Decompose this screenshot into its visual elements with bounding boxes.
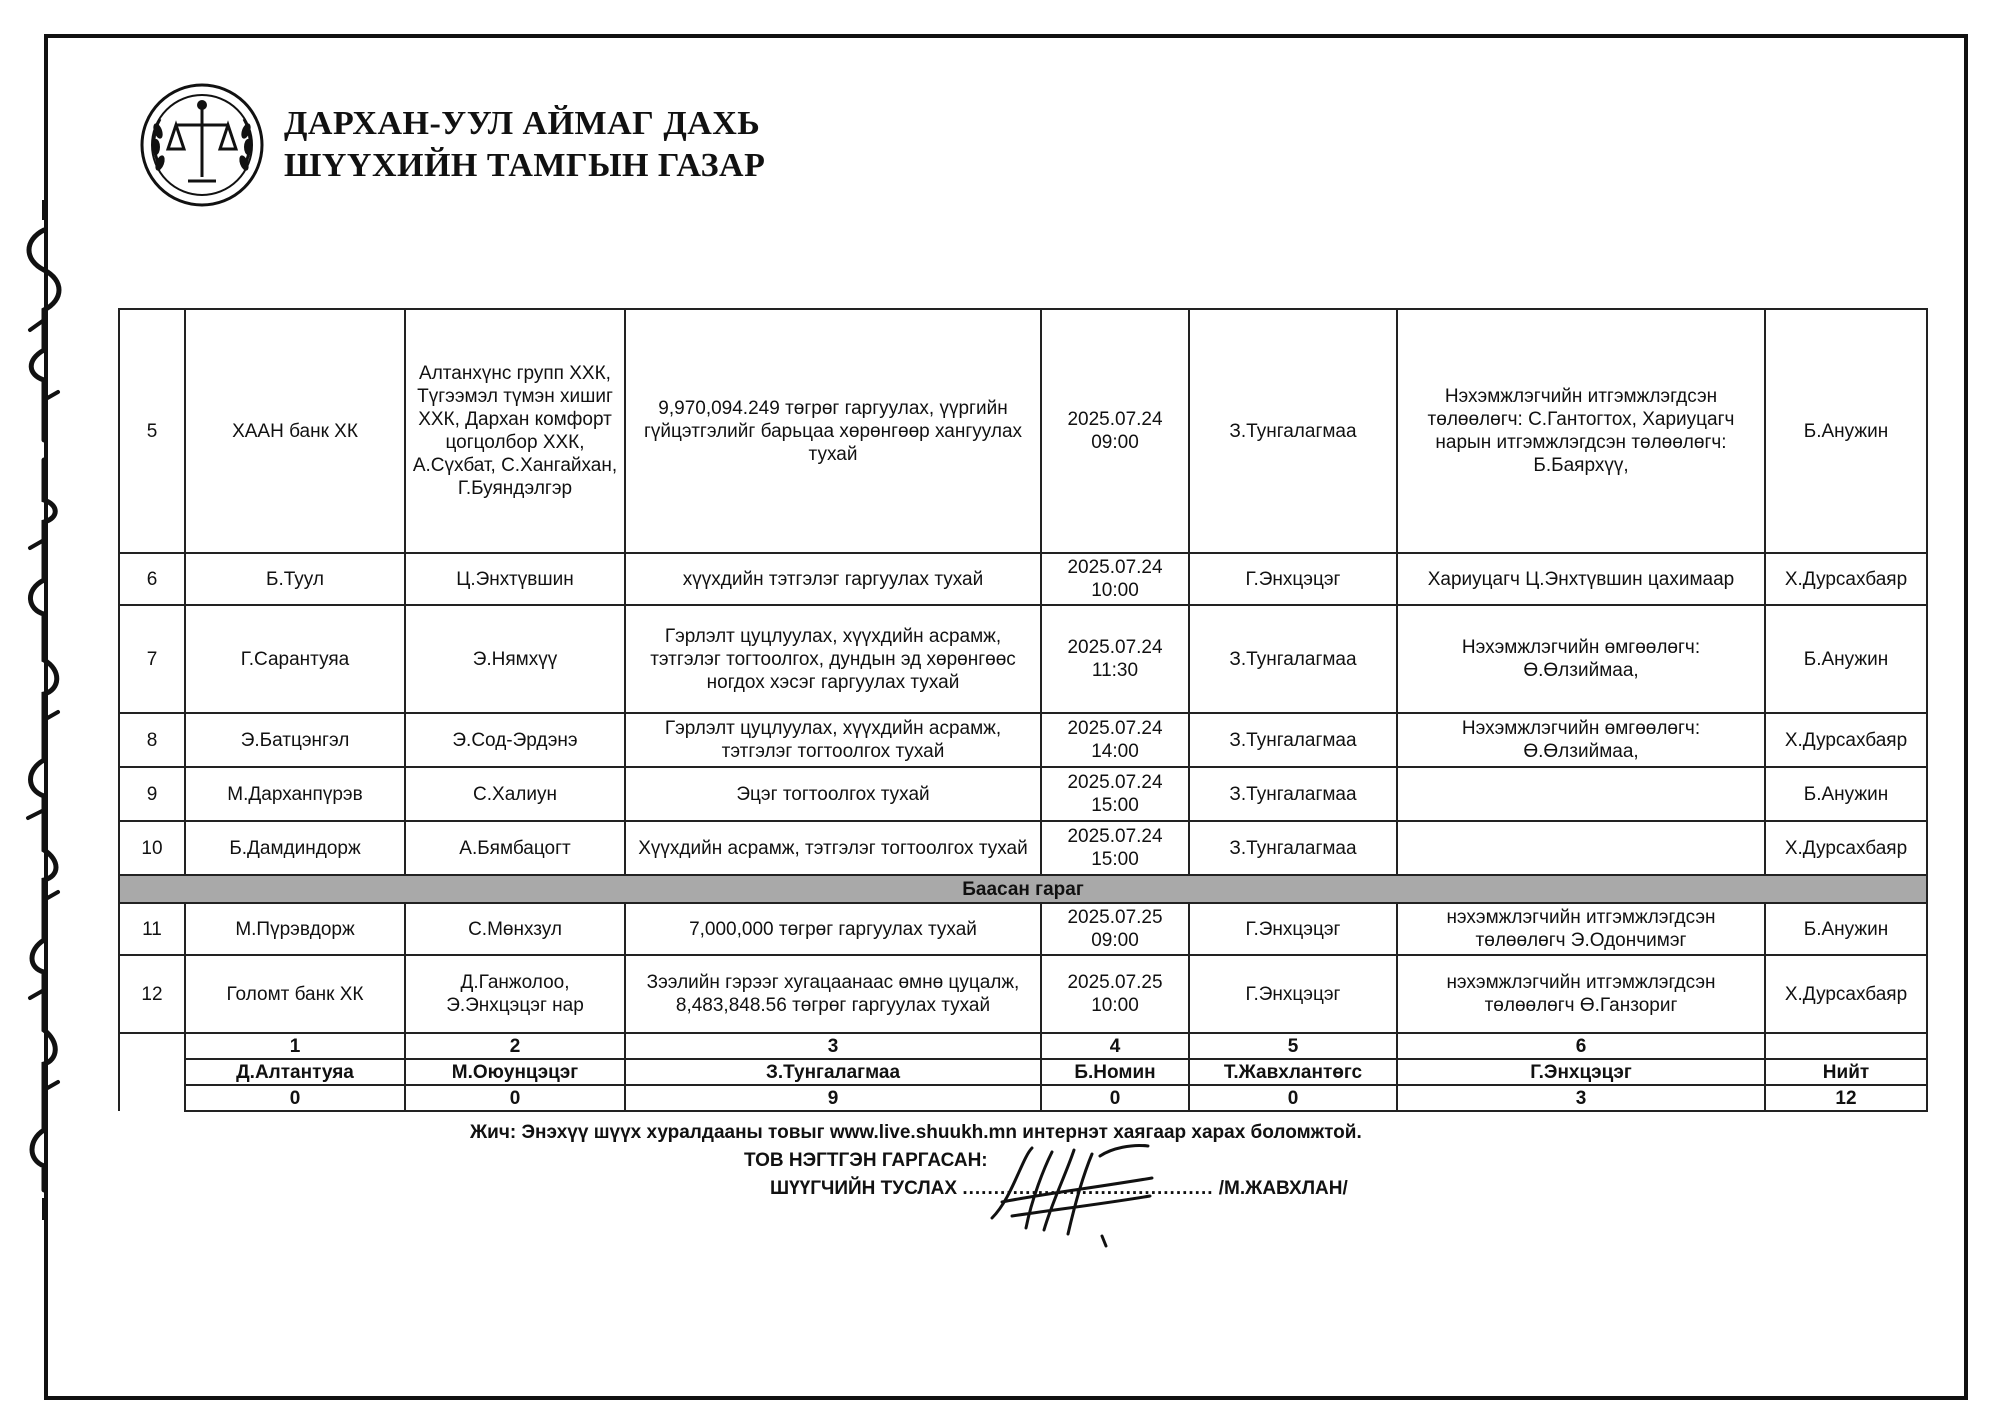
hearing-date: 2025.07.24 [1067, 557, 1163, 578]
summary-counts-cell: 0 [185, 1085, 405, 1111]
participants [1397, 767, 1765, 821]
hearing-time: 09:00 [1091, 432, 1139, 453]
hearing-time: 09:00 [1091, 930, 1139, 951]
plaintiff: Голомт банк ХК [185, 955, 405, 1033]
clerk: Х.Дурсахбаяр [1765, 553, 1927, 605]
participants: Нэхэмжлэгчийн өмгөөлөгч: Ө.Өлзиймаа, [1397, 713, 1765, 767]
case-subject: Эцэг тогтоолгох тухай [625, 767, 1041, 821]
handwritten-signature-icon [982, 1138, 1162, 1248]
case-subject: 7,000,000 төгрөг гаргуулах тухай [625, 903, 1041, 955]
participants: нэхэмжлэгчийн итгэмжлэгдсэн төлөөлөгч Ө.Ганзориг [1397, 955, 1765, 1033]
hearing-schedule-table [118, 308, 1928, 1112]
defendant: Ц.Энхтүвшин [405, 553, 625, 605]
summary-numbers-cell: 5 [1189, 1033, 1397, 1059]
defendant: С.Мөнхзул [405, 903, 625, 955]
hearing-time: 15:00 [1091, 849, 1139, 870]
hearing-time: 10:00 [1091, 995, 1139, 1016]
mongolian-script-vertical-text-icon [14, 200, 74, 1220]
hearing-datetime [1041, 553, 1189, 605]
participants: Нэхэмжлэгчийн итгэмжлэгдсэн төлөөлөгч: С.Гантогтох, Хариуцагч нарын итгэмжлэгдсэн төлөөлөгч: Б.Баярхүү, [1397, 309, 1765, 553]
table-row [119, 605, 1927, 713]
hearing-datetime [1041, 309, 1189, 553]
summary-numbers-cell: 1 [185, 1033, 405, 1059]
defendant: Э.Сод-Эрдэнэ [405, 713, 625, 767]
plaintiff: Б.Дамдиндорж [185, 821, 405, 875]
clerk: Б.Анужин [1765, 903, 1927, 955]
day-label: Баасан гараг [119, 875, 1927, 903]
hearing-date: 2025.07.24 [1067, 772, 1163, 793]
summary-counts-cell: 3 [1397, 1085, 1765, 1111]
defendant: С.Халиун [405, 767, 625, 821]
org-title-line2: ШҮҮХИЙН ТАМГЫН ГАЗАР [284, 147, 766, 184]
header [138, 80, 765, 210]
hearing-datetime [1041, 821, 1189, 875]
summary-judges-cell: Д.Алтантуяа [185, 1059, 405, 1085]
hearing-time: 14:00 [1091, 741, 1139, 762]
summary-blank [119, 1085, 185, 1111]
table-row [119, 767, 1927, 821]
case-number: 8 [119, 713, 185, 767]
summary-numbers-cell: 4 [1041, 1033, 1189, 1059]
hearing-datetime [1041, 955, 1189, 1033]
case-number: 11 [119, 903, 185, 955]
participants: Хариуцагч Ц.Энхтүвшин цахимаар [1397, 553, 1765, 605]
clerk: Х.Дурсахбаяр [1765, 713, 1927, 767]
hearing-date: 2025.07.24 [1067, 826, 1163, 847]
clerk: Х.Дурсахбаяр [1765, 821, 1927, 875]
judge: З.Тунгалагмаа [1189, 821, 1397, 875]
court-scales-emblem-icon [138, 81, 266, 209]
participants: нэхэмжлэгчийн итгэмжлэгдсэн төлөөлөгч Э.Одончимэг [1397, 903, 1765, 955]
judge: З.Тунгалагмаа [1189, 713, 1397, 767]
summary-judges-cell: Г.Энхцэцэг [1397, 1059, 1765, 1085]
assistant-name: /М.ЖАВХЛАН/ [1218, 1178, 1348, 1199]
footnote: Жич: Энэхүү шүүх хуралдааны товыг www.live.shuukh.mn интернэт хаягаар харах боломжтой. [470, 1122, 1362, 1143]
defendant: А.Бямбацогт [405, 821, 625, 875]
case-subject: Зээлийн гэрээг хугацаанаас өмнө цуцалж, 8,483,848.56 төгрөг гаргуулах тухай [625, 955, 1041, 1033]
hearing-time: 15:00 [1091, 795, 1139, 816]
summary-judges-cell: Б.Номин [1041, 1059, 1189, 1085]
summary-counts-cell: 0 [1189, 1085, 1397, 1111]
judge: Г.Энхцэцэг [1189, 553, 1397, 605]
defendant: Алтанхүнс групп ХХК, Түгээмэл түмэн хишиг ХХК, Дархан комфорт цогцолбор ХХК, А.Сүхбат, С.Хангайхан, Г.Буяндэлгэр [405, 309, 625, 553]
clerk: Б.Анужин [1765, 605, 1927, 713]
case-number: 6 [119, 553, 185, 605]
table-row [119, 903, 1927, 955]
case-subject: Гэрлэлт цуцлуулах, хүүхдийн асрамж, тэтгэлэг тогтоолгох тухай [625, 713, 1041, 767]
plaintiff: М.Пүрэвдорж [185, 903, 405, 955]
summary-blank [119, 1059, 185, 1085]
case-number: 7 [119, 605, 185, 713]
judge: З.Тунгалагмаа [1189, 309, 1397, 553]
plaintiff: М.Дарханпүрэв [185, 767, 405, 821]
summary-counts-cell: 0 [1041, 1085, 1189, 1111]
case-subject: Хүүхдийн асрамж, тэтгэлэг тогтоолгох тухай [625, 821, 1041, 875]
case-number: 5 [119, 309, 185, 553]
clerk: Х.Дурсахбаяр [1765, 955, 1927, 1033]
summary-judges-cell: З.Тунгалагмаа [625, 1059, 1041, 1085]
summary-counts-cell: 9 [625, 1085, 1041, 1111]
summary-judge-row [119, 1059, 1927, 1085]
summary-numbers-cell: 3 [625, 1033, 1041, 1059]
judge: З.Тунгалагмаа [1189, 605, 1397, 713]
hearing-date: 2025.07.25 [1067, 907, 1163, 928]
summary-numbers-last [1765, 1033, 1927, 1059]
case-number: 12 [119, 955, 185, 1033]
summary-numbers-cell: 2 [405, 1033, 625, 1059]
participants [1397, 821, 1765, 875]
table-row [119, 713, 1927, 767]
judge: Г.Энхцэцэг [1189, 903, 1397, 955]
hearing-time: 11:30 [1091, 660, 1139, 681]
plaintiff: ХААН банк ХК [185, 309, 405, 553]
table-row [119, 821, 1927, 875]
defendant: Д.Ганжолоо, Э.Энхцэцэг нар [405, 955, 625, 1033]
summary-count-row [119, 1085, 1927, 1111]
summary-judges-last: Нийт [1765, 1059, 1927, 1085]
judge: Г.Энхцэцэг [1189, 955, 1397, 1033]
clerk: Б.Анужин [1765, 309, 1927, 553]
judge: З.Тунгалагмаа [1189, 767, 1397, 821]
clerk: Б.Анужин [1765, 767, 1927, 821]
plaintiff: Г.Сарантуяа [185, 605, 405, 713]
summary-judges-cell: Т.Жавхлантөгс [1189, 1059, 1397, 1085]
defendant: Э.Нямхүү [405, 605, 625, 713]
day-separator-row [119, 875, 1927, 903]
table-row [119, 553, 1927, 605]
summary-judges-cell: М.Оюунцэцэг [405, 1059, 625, 1085]
hearing-datetime [1041, 903, 1189, 955]
prepared-by-label: ТОВ НЭГТГЭН ГАРГАСАН: [744, 1150, 988, 1171]
case-subject: Гэрлэлт цуцлуулах, хүүхдийн асрамж, тэтгэлэг тогтоолгох, дундын эд хөрөнгөөс ногдох хэсэг гаргуулах тухай [625, 605, 1041, 713]
table-row [119, 309, 1927, 553]
hearing-time: 10:00 [1091, 580, 1139, 601]
case-number: 10 [119, 821, 185, 875]
case-number: 9 [119, 767, 185, 821]
summary-counts-last: 12 [1765, 1085, 1927, 1111]
plaintiff: Б.Туул [185, 553, 405, 605]
hearing-date: 2025.07.24 [1067, 637, 1163, 658]
hearing-datetime [1041, 767, 1189, 821]
plaintiff: Э.Батцэнгэл [185, 713, 405, 767]
summary-blank [119, 1033, 185, 1059]
hearing-date: 2025.07.25 [1067, 972, 1163, 993]
table-row [119, 955, 1927, 1033]
summary-numbers-cell: 6 [1397, 1033, 1765, 1059]
summary-counts-cell: 0 [405, 1085, 625, 1111]
hearing-datetime [1041, 605, 1189, 713]
case-subject: хүүхдийн тэтгэлэг гаргуулах тухай [625, 553, 1041, 605]
case-subject: 9,970,094.249 төгрөг гаргуулах, үүргийн гүйцэтгэлийг барьцаа хөрөнгөөр хангуулах тухай [625, 309, 1041, 553]
participants: Нэхэмжлэгчийн өмгөөлөгч: Ө.Өлзиймаа, [1397, 605, 1765, 713]
hearing-date: 2025.07.24 [1067, 718, 1163, 739]
signature-dots: ........................................ [962, 1178, 1214, 1199]
hearing-date: 2025.07.24 [1067, 409, 1163, 430]
summary-number-row [119, 1033, 1927, 1059]
org-title-line1: ДАРХАН-УУЛ АЙМАГ ДАХЬ [284, 105, 761, 142]
assistant-label: ШҮҮГЧИЙН ТУСЛАХ [770, 1178, 958, 1199]
hearing-datetime [1041, 713, 1189, 767]
